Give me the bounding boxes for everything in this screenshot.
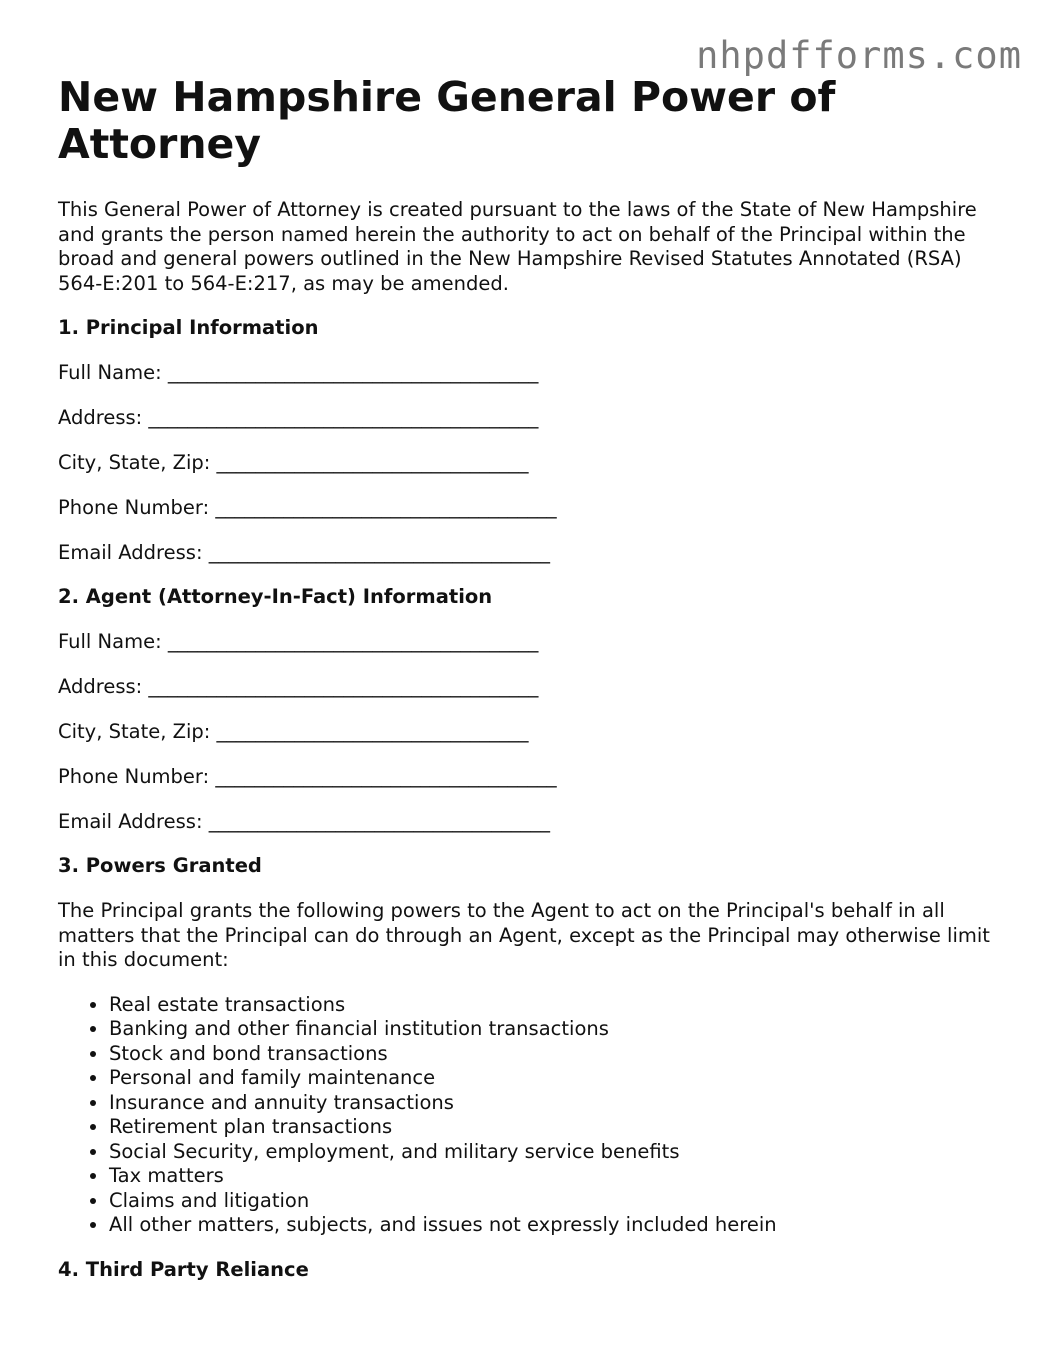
powers-list-item: • Social Security, employment, and military service benefits: [109, 1140, 1008, 1165]
agent-section-heading: 2. Agent (Attorney-In-Fact) Information: [58, 585, 493, 608]
powers-list-item: • Banking and other financial institution transactions: [109, 1017, 1008, 1042]
powers-list-item: • Tax matters: [109, 1164, 1008, 1189]
powers-list-item: • Personal and family maintenance: [109, 1066, 1008, 1091]
agent-phone-field[interactable]: Phone Number: ___________________________________: [58, 765, 557, 788]
agent-address-field[interactable]: Address: ________________________________________: [58, 675, 539, 698]
powers-list-item: • All other matters, subjects, and issues not expressly included herein: [109, 1213, 1008, 1238]
principal-section-heading: 1. Principal Information: [58, 316, 319, 339]
powers-list-item: • Stock and bond transactions: [109, 1042, 1008, 1067]
site-watermark: nhpdfforms.com: [696, 34, 1022, 77]
powers-list: [58, 993, 1008, 1238]
principal-full-name-field[interactable]: Full Name: ______________________________________: [58, 361, 539, 384]
reliance-section-heading: 4. Third Party Reliance: [58, 1257, 309, 1281]
principal-city-state-zip-field[interactable]: City, State, Zip: ________________________________: [58, 451, 529, 474]
agent-city-state-zip-field[interactable]: City, State, Zip: ________________________________: [58, 720, 529, 743]
powers-list-item: • Claims and litigation: [109, 1189, 1008, 1214]
powers-paragraph: The Principal grants the following powers to the Agent to act on the Principal's behalf in all matters that the Principal can do through an Agent, except as the Principal may otherwise limit in this document:: [58, 899, 990, 971]
principal-email-field[interactable]: Email Address: ___________________________________: [58, 541, 550, 564]
document-title: New Hampshire General Power of Attorney: [58, 73, 836, 168]
intro-paragraph: This General Power of Attorney is created pursuant to the laws of the State of New Hampshire and grants the person named herein the authority to act on behalf of the Principal within the broad and general powers outlined in the New Hampshire Revised Statutes Annotated (RSA) 564-E:201 to 564-E:217, as may be amended.: [58, 198, 977, 295]
powers-list-item: • Real estate transactions: [109, 993, 1008, 1018]
principal-phone-field[interactable]: Phone Number: ___________________________________: [58, 496, 557, 519]
agent-email-field[interactable]: Email Address: ___________________________________: [58, 810, 550, 833]
powers-list-item: • Insurance and annuity transactions: [109, 1091, 1008, 1116]
principal-address-field[interactable]: Address: ________________________________________: [58, 406, 539, 429]
agent-full-name-field[interactable]: Full Name: ______________________________________: [58, 630, 539, 653]
document-page: [58, 74, 1008, 1282]
powers-list-item: • Retirement plan transactions: [109, 1115, 1008, 1140]
powers-section-heading: 3. Powers Granted: [58, 854, 262, 877]
